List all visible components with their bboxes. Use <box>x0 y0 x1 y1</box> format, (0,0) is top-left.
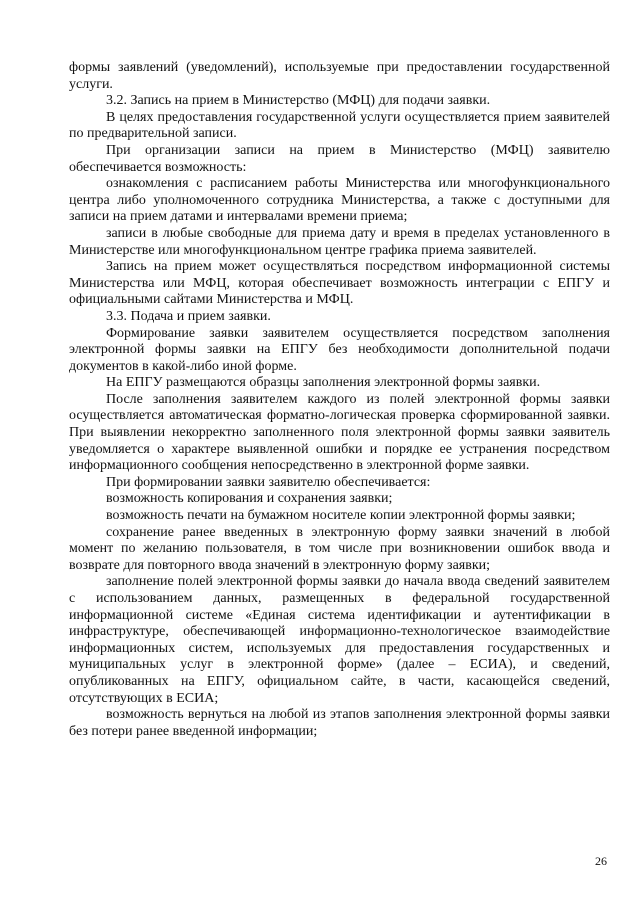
paragraph: заполнение полей электронной формы заявки до начала ввода сведений заявителем с использованием данных, размещенных в федеральной государственной информационной системе «Единая система идентификации и аутентификации в инфраструктуре, обеспечивающей информационно-технологическое взаимодействие информационных систем, используемых для предоставления государственных и муниципальных услуг в электронной форме» (далее – ЕСИА), и сведений, опубликованных на ЕПГУ, официальном сайте, в части, касающейся сведений, отсутствующих в ЕСИА; <box>69 574 610 706</box>
paragraph: При организации записи на прием в Министерство (МФЦ) заявителю обеспечивается возможность: <box>69 142 610 175</box>
paragraph: 3.2. Запись на прием в Министерство (МФЦ) для подачи заявки. <box>106 93 491 109</box>
paragraph: возможность печати на бумажном носителе копии электронной формы заявки; <box>106 508 576 524</box>
paragraph: возможность копирования и сохранения заявки; <box>106 491 393 507</box>
paragraph: При формировании заявки заявителю обеспечивается: <box>106 474 431 490</box>
paragraph: формы заявлений (уведомлений), используемые при предоставлении государственной услуги. <box>69 60 610 92</box>
paragraph: возможность вернуться на любой из этапов заполнения электронной формы заявки без потери ранее введенной информации; <box>69 707 610 739</box>
paragraph: записи в любые свободные для приема дату и время в пределах установленного в Министерстве или многофункциональном центре графика приема заявителей. <box>69 225 610 258</box>
paragraph: Формирование заявки заявителем осуществляется посредством заполнения электронной формы заявки на ЕПГУ без необходимости дополнительной подачи документов в какой-либо иной форме. <box>69 325 610 374</box>
paragraph: сохранение ранее введенных в электронную форму заявки значений в любой момент по желанию пользователя, в том числе при возникновении ошибок ввода и возврате для повторного ввода значений в электронную форму заявки; <box>69 524 610 573</box>
page-number: 26 <box>595 854 607 868</box>
body-text <box>69 60 610 740</box>
paragraph: После заполнения заявителем каждого из полей электронной формы заявки осуществляется автоматическая форматно-логическая проверка сформированной заявки. При выявлении некорректно заполненного поля электронной формы заявки заявитель уведомляется о характере выявленной ошибки и порядке ее устранения посредством информационного сообщения непосредственно в электронной форме заявки. <box>69 391 610 474</box>
paragraph: В целях предоставления государственной услуги осуществляется прием заявителей по предварительной записи. <box>69 109 610 142</box>
paragraph: ознакомления с расписанием работы Министерства или многофункционального центра либо уполномоченного сотрудника Министерства, а также с доступными для записи на прием датами и интервалами времени приема; <box>69 176 610 225</box>
paragraph: 3.3. Подача и прием заявки. <box>106 308 271 324</box>
paragraph: Запись на прием может осуществляться посредством информационной системы Министерства или МФЦ, которая обеспечивает возможность интеграции с ЕПГУ и официальными сайтами Министерства и МФЦ. <box>69 259 610 308</box>
paragraph: На ЕПГУ размещаются образцы заполнения электронной формы заявки. <box>106 375 541 391</box>
